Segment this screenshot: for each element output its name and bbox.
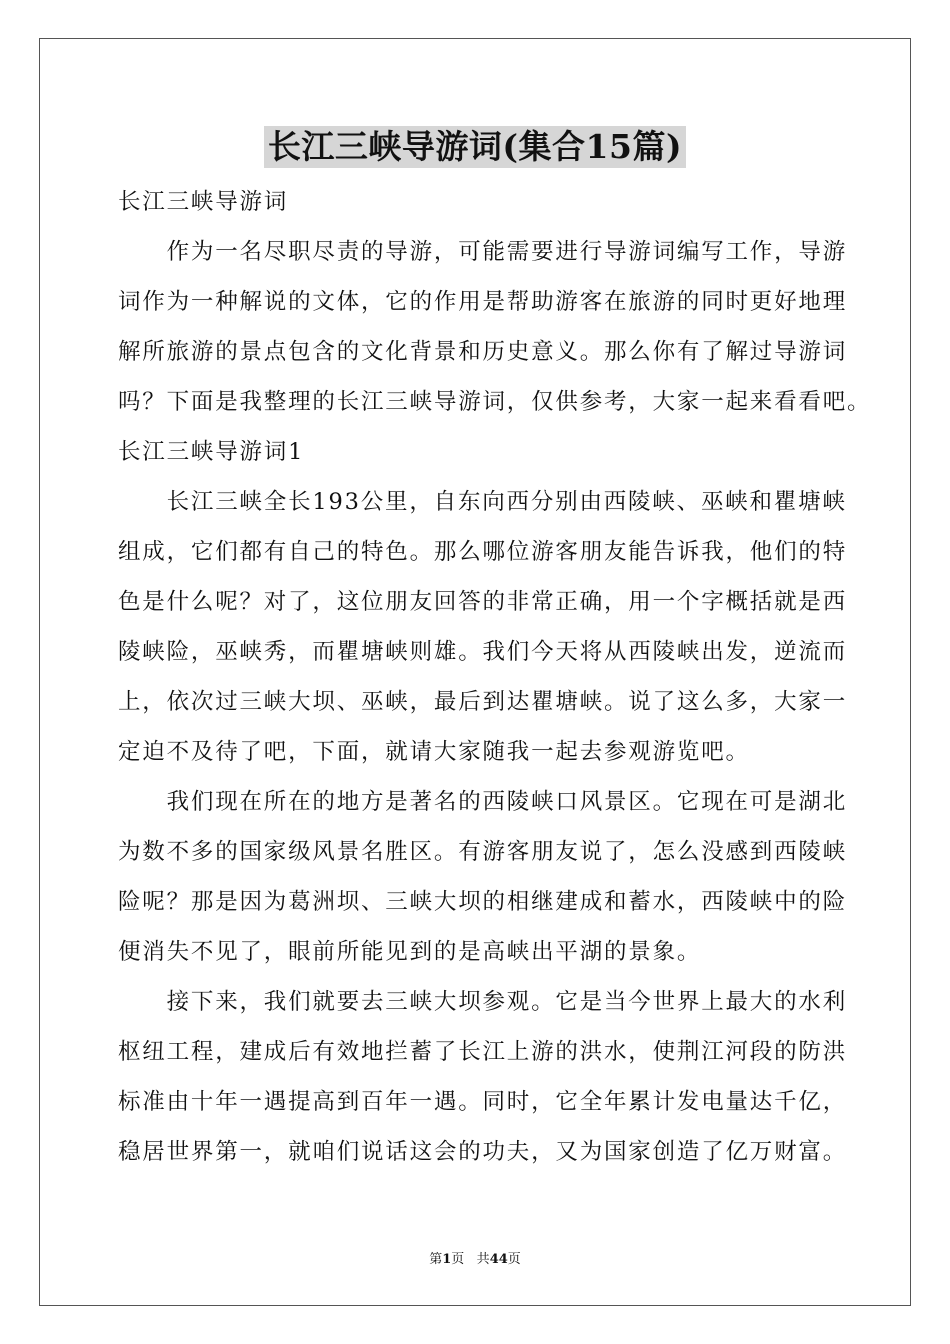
total-pages: 44 [489, 1252, 508, 1267]
page-footer [0, 1248, 950, 1267]
text-line: 长江三峡全长193公里，自东向西分别由西陵峡、巫峡和瞿塘峡 [118, 489, 847, 515]
text-line: 色是什么呢？对了，这位朋友回答的非常正确，用一个字概括就是西 [118, 589, 848, 615]
text-line: 解所旅游的景点包含的文化背景和历史意义。那么你有了解过导游词 [118, 339, 848, 365]
document-title: 长江三峡导游词(集合15篇) [264, 126, 686, 168]
total-suffix: 页 [507, 1252, 521, 1267]
text-line: 枢纽工程，建成后有效地拦蓄了长江上游的洪水，使荆江河段的防洪 [118, 1039, 848, 1065]
text-line: 稳居世界第一，就咱们说话这会的功夫，又为国家创造了亿万财富。 [118, 1139, 848, 1165]
text-line: 作为一名尽职尽责的导游，可能需要进行导游词编写工作，导游 [118, 239, 848, 265]
page-number: 1 [442, 1252, 452, 1267]
text-line: 长江三峡导游词1 [118, 439, 305, 465]
page-suffix: 页 [451, 1252, 465, 1267]
text-line: 上，依次过三峡大坝、巫峡，最后到达瞿塘峡。说了这么多，大家一 [118, 689, 848, 715]
text-line: 标准由十年一遇提高到百年一遇。同时，它全年累计发电量达千亿， [118, 1089, 848, 1115]
text-line: 词作为一种解说的文体，它的作用是帮助游客在旅游的同时更好地理 [118, 289, 848, 315]
title-container [0, 126, 950, 168]
text-line: 接下来，我们就要去三峡大坝参观。它是当今世界上最大的水利 [118, 989, 848, 1015]
text-line: 便消失不见了，眼前所能见到的是高峡出平湖的景象。 [118, 939, 702, 965]
text-line: 长江三峡导游词 [118, 189, 289, 215]
text-line: 陵峡险，巫峡秀，而瞿塘峡则雄。我们今天将从西陵峡出发，逆流而 [118, 639, 848, 665]
text-line: 组成，它们都有自己的特色。那么哪位游客朋友能告诉我，他们的特 [118, 539, 848, 565]
total-prefix: 共 [476, 1252, 490, 1267]
text-line: 险呢？那是因为葛洲坝、三峡大坝的相继建成和蓄水，西陵峡中的险 [118, 889, 848, 915]
text-line: 吗？下面是我整理的长江三峡导游词，仅供参考，大家一起来看看吧。 [118, 389, 872, 415]
text-line: 为数不多的国家级风景名胜区。有游客朋友说了，怎么没感到西陵峡 [118, 839, 848, 865]
text-line: 我们现在所在的地方是著名的西陵峡口风景区。它现在可是湖北 [118, 789, 848, 815]
page-prefix: 第 [429, 1252, 443, 1267]
text-line: 定迫不及待了吧，下面，就请大家随我一起去参观游览吧。 [118, 739, 750, 765]
